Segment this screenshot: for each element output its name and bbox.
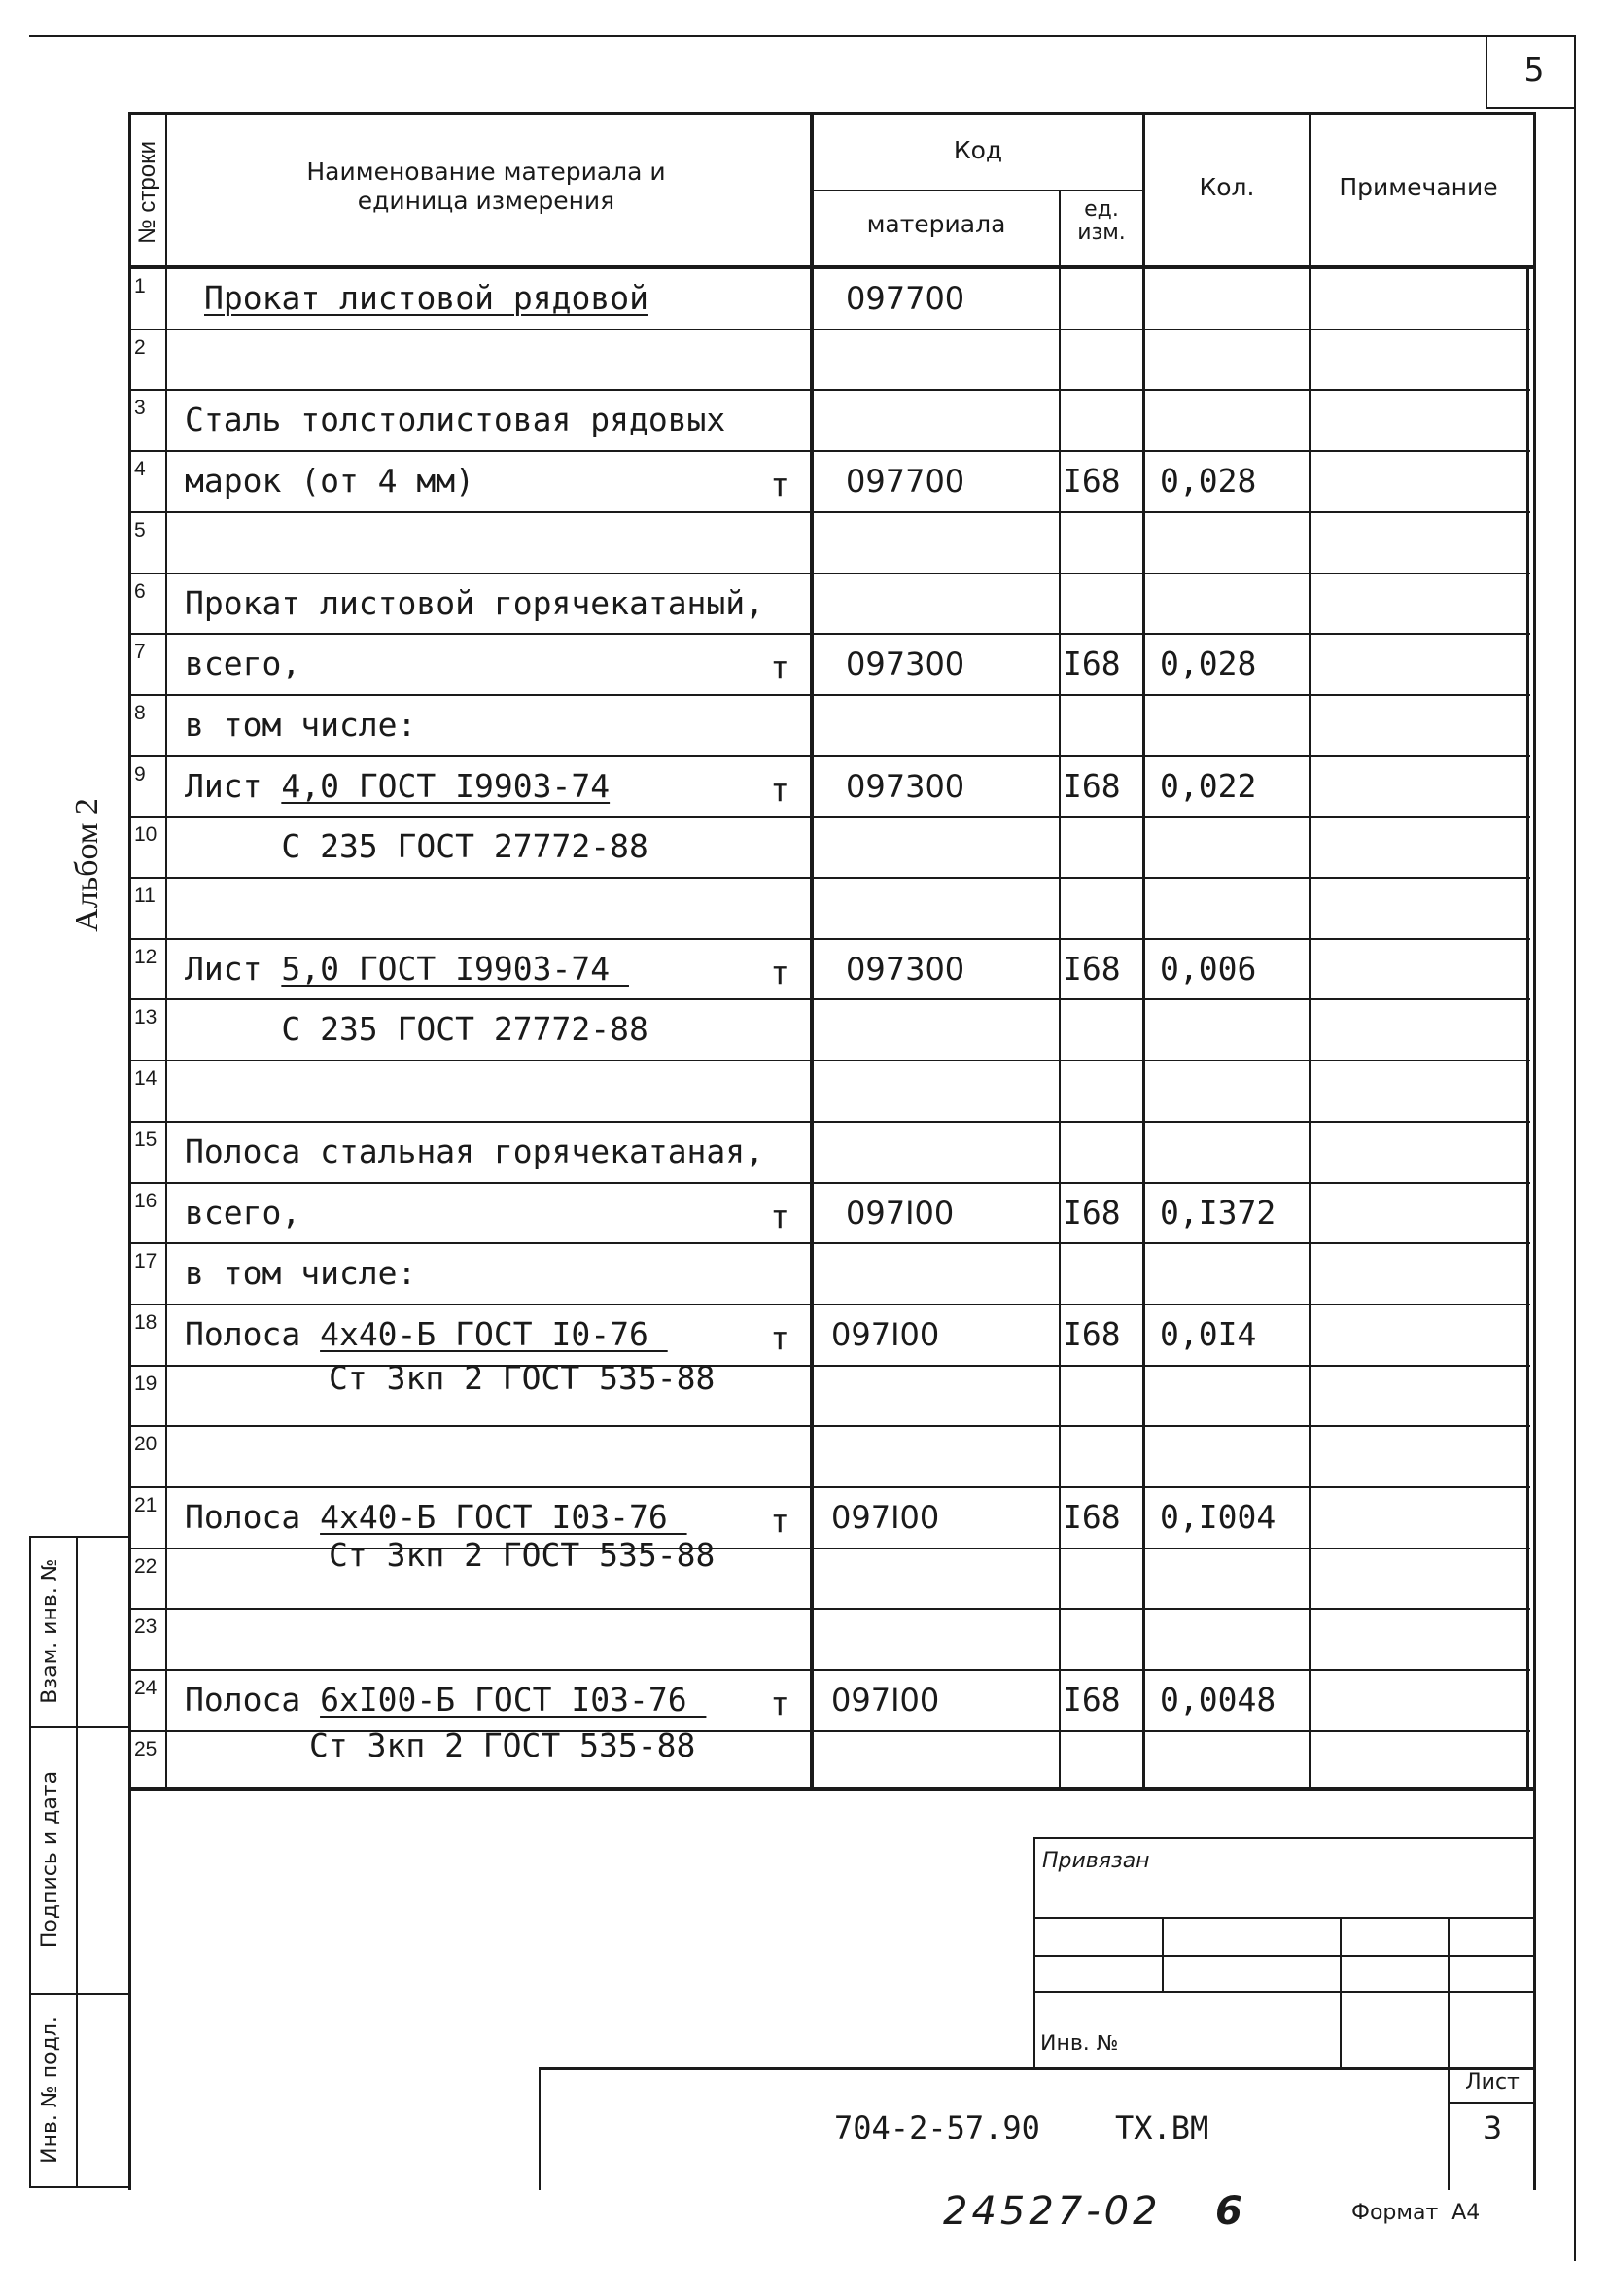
- row-ed: I68: [1063, 1194, 1121, 1232]
- row-code: 097I00: [831, 1316, 940, 1353]
- side-stamp-inv-podl: Инв. № подл.: [38, 2016, 62, 2164]
- header-name: Наименование материала и единица измерения: [306, 157, 666, 215]
- row-number: 15: [134, 1129, 157, 1151]
- privyazan-box-top: [1033, 1837, 1535, 1839]
- table-right-line: [1533, 112, 1536, 2190]
- header-bottom-line: [128, 265, 1536, 269]
- row-number: 11: [134, 885, 156, 907]
- privyazan-grid-v3: [1448, 1917, 1450, 2070]
- header-code-unit: ед. изм.: [1077, 197, 1126, 245]
- side-stamp-div1: [29, 1726, 130, 1728]
- table-bottom-line: [128, 1787, 1536, 1791]
- privyazan-grid-h3: [1033, 1991, 1535, 1993]
- row-separator: [130, 1121, 1530, 1123]
- row-separator: [130, 694, 1530, 696]
- list-label: Лист: [1465, 2070, 1520, 2095]
- row-unit: т: [770, 1502, 789, 1540]
- row-text: С 235 ГОСТ 27772-88: [185, 1010, 648, 1048]
- row-ed: I68: [1063, 1681, 1121, 1719]
- row-separator: [130, 755, 1530, 757]
- corner-box-left-line: [1486, 35, 1487, 107]
- row-number: 7: [134, 641, 146, 663]
- row-number: 17: [134, 1250, 157, 1272]
- right-border-line: [1574, 35, 1576, 2261]
- privyazan-grid-h2: [1033, 1955, 1535, 1957]
- code-col-line: [1142, 112, 1145, 1789]
- row-text-underlined: 4,0 ГОСТ I9903-74: [281, 767, 611, 805]
- row-text: С 235 ГОСТ 27772-88: [185, 827, 648, 865]
- row-number: 8: [134, 702, 146, 724]
- body-inner-right-line: [1526, 265, 1529, 1789]
- row-number: 16: [134, 1190, 157, 1212]
- row-code: 097700: [846, 463, 965, 500]
- row-number: 2: [134, 336, 146, 359]
- table-left-line: [128, 112, 131, 2190]
- row-separator: [130, 1486, 1530, 1488]
- row-unit: т: [770, 954, 789, 991]
- row-number: 6: [134, 580, 146, 603]
- row-text: [185, 769, 610, 804]
- row-number: 4: [134, 458, 146, 480]
- row-text: [185, 1317, 668, 1352]
- row-text: [185, 1500, 687, 1535]
- inv-no-label: Инв. №: [1040, 2032, 1119, 2056]
- privyazan-box-left: [1033, 1837, 1035, 2070]
- row-text: Прокат листовой горячекатаный,: [185, 584, 765, 622]
- row-unit: т: [770, 648, 789, 686]
- privyazan-grid-v1: [1162, 1917, 1164, 1993]
- row-qty: 0,028: [1160, 462, 1257, 500]
- row-text: в том числе:: [185, 1254, 417, 1292]
- subline-row25: Ст 3кп 2 ГОСТ 535-88: [309, 1726, 696, 1764]
- side-stamp-vzam: Взам. инв. №: [38, 1558, 62, 1704]
- row-ed: I68: [1063, 950, 1121, 988]
- row-code: 097I00: [831, 1682, 940, 1719]
- row-qty: 0,I372: [1160, 1194, 1276, 1232]
- row-number: 22: [134, 1555, 157, 1578]
- row-separator: [130, 633, 1530, 635]
- privyazan-grid-h1: [1033, 1917, 1535, 1919]
- row-separator: [130, 573, 1530, 574]
- row-number: 20: [134, 1433, 157, 1455]
- row-ed: I68: [1063, 767, 1121, 805]
- row-separator: [130, 1425, 1530, 1427]
- side-stamp-inner: [76, 1536, 78, 2187]
- row-separator: [130, 1182, 1530, 1184]
- row-number: 9: [134, 763, 146, 785]
- side-stamp-outer-left: [29, 1536, 31, 2187]
- row-text-prefix: Лист: [185, 767, 282, 805]
- row-number: 18: [134, 1311, 157, 1334]
- row-text: Прокат листовой рядовой: [204, 279, 648, 317]
- row-code: 097I00: [846, 1195, 955, 1232]
- row-number: 23: [134, 1616, 157, 1638]
- name-col-line: [810, 112, 814, 1789]
- row-code: 097I00: [831, 1499, 940, 1536]
- row-separator: [130, 1304, 1530, 1305]
- row-number: 24: [134, 1677, 157, 1699]
- subline-row19: Ст 3кп 2 ГОСТ 535-88: [329, 1359, 716, 1397]
- row-text: всего,: [185, 1194, 301, 1232]
- row-text-underlined: 6хI00-Б ГОСТ I03-76: [320, 1681, 707, 1719]
- row-qty: 0,022: [1160, 767, 1257, 805]
- row-unit: т: [770, 771, 789, 809]
- header-row-no: № строки: [134, 141, 160, 245]
- row-separator: [130, 998, 1530, 1000]
- row-separator: [130, 389, 1530, 391]
- format-label: Формат А4: [1351, 2201, 1481, 2225]
- header-code: Код: [953, 136, 1003, 164]
- row-number: 14: [134, 1067, 157, 1090]
- row-qty: 0,006: [1160, 950, 1257, 988]
- privyazan-grid-v2: [1340, 1917, 1342, 2070]
- row-ed: I68: [1063, 644, 1121, 682]
- row-number: 10: [134, 823, 157, 846]
- row-text-underlined: 4х40-Б ГОСТ I03-76: [320, 1498, 687, 1536]
- row-separator: [130, 511, 1530, 513]
- header-qty: Кол.: [1199, 173, 1255, 201]
- header-code-material: материала: [866, 210, 1006, 238]
- row-code: 097300: [846, 951, 965, 988]
- row-unit: т: [770, 1319, 789, 1357]
- row-number: 25: [134, 1738, 157, 1760]
- row-text: [185, 952, 629, 987]
- row-ed: I68: [1063, 1315, 1121, 1353]
- row-unit: т: [770, 466, 789, 504]
- row-separator: [130, 450, 1530, 452]
- row-separator: [130, 816, 1530, 818]
- side-stamp-podpis: Подпись и дата: [38, 1770, 62, 1949]
- row-text: [185, 1683, 706, 1718]
- row-text: Сталь толстолистовая рядовых: [185, 400, 726, 438]
- row-text-prefix: Полоса: [185, 1498, 321, 1536]
- row-text-prefix: Полоса: [185, 1315, 321, 1353]
- row-number: 1: [134, 275, 146, 297]
- row-separator: [130, 877, 1530, 879]
- list-box-divider: [1448, 2102, 1535, 2104]
- row-text: Полоса стальная горячекатаная,: [185, 1132, 765, 1170]
- row-separator: [130, 1242, 1530, 1244]
- row-code: 097300: [846, 645, 965, 682]
- row-text: марок (от 4 мм): [185, 462, 475, 500]
- subline-row22: Ст 3кп 2 ГОСТ 535-88: [329, 1536, 716, 1574]
- row-ed: I68: [1063, 462, 1121, 500]
- row-qty: 0,0I4: [1160, 1315, 1257, 1353]
- row-number: 12: [134, 946, 157, 968]
- row-unit: т: [770, 1685, 789, 1722]
- row-number: 13: [134, 1006, 157, 1028]
- row-separator: [130, 1060, 1530, 1061]
- row-number: 21: [134, 1494, 157, 1516]
- row-qty: 0,I004: [1160, 1498, 1276, 1536]
- titleblock-top: [539, 2067, 1536, 2070]
- top-border-line: [29, 35, 1575, 37]
- row-text: в том числе:: [185, 706, 417, 744]
- row-code: 097700: [846, 280, 965, 317]
- row-text-underlined: 5,0 ГОСТ I9903-74: [281, 950, 629, 988]
- row-ed: I68: [1063, 1498, 1121, 1536]
- copy-number: 6: [1215, 2189, 1242, 2234]
- row-qty: 0,0048: [1160, 1681, 1276, 1719]
- qty-col-line: [1309, 112, 1311, 1789]
- list-number: 3: [1482, 2109, 1503, 2146]
- archive-stamp-number: 24527-02: [943, 2189, 1162, 2234]
- row-text-prefix: Лист: [185, 950, 282, 988]
- privyazan-label: Привязан: [1042, 1849, 1150, 1873]
- rownum-col-line: [165, 112, 167, 1789]
- row-number: 5: [134, 519, 146, 541]
- header-note: Примечание: [1339, 173, 1498, 201]
- row-text: всего,: [185, 644, 301, 682]
- row-unit: т: [770, 1198, 789, 1235]
- row-separator: [130, 938, 1530, 940]
- row-text-underlined: 4х40-Б ГОСТ I0-76: [320, 1315, 668, 1353]
- row-separator: [130, 1608, 1530, 1610]
- row-code: 097300: [846, 768, 965, 805]
- row-number: 3: [134, 397, 146, 419]
- row-qty: 0,028: [1160, 644, 1257, 682]
- titleblock-left: [539, 2067, 541, 2190]
- sheet-corner-number: 5: [1523, 51, 1545, 88]
- album-label: Альбом 2: [69, 798, 105, 932]
- corner-box-bottom-line: [1486, 107, 1575, 109]
- code-sub-line: [812, 190, 1144, 191]
- row-text-prefix: Полоса: [185, 1681, 321, 1719]
- side-stamp-top: [29, 1536, 130, 1538]
- document-code: 704-2-57.90 ТХ.ВМ: [834, 2109, 1209, 2146]
- row-number: 19: [134, 1373, 157, 1395]
- row-separator: [130, 329, 1530, 330]
- table-top-line: [128, 112, 1536, 115]
- row-separator: [130, 1669, 1530, 1671]
